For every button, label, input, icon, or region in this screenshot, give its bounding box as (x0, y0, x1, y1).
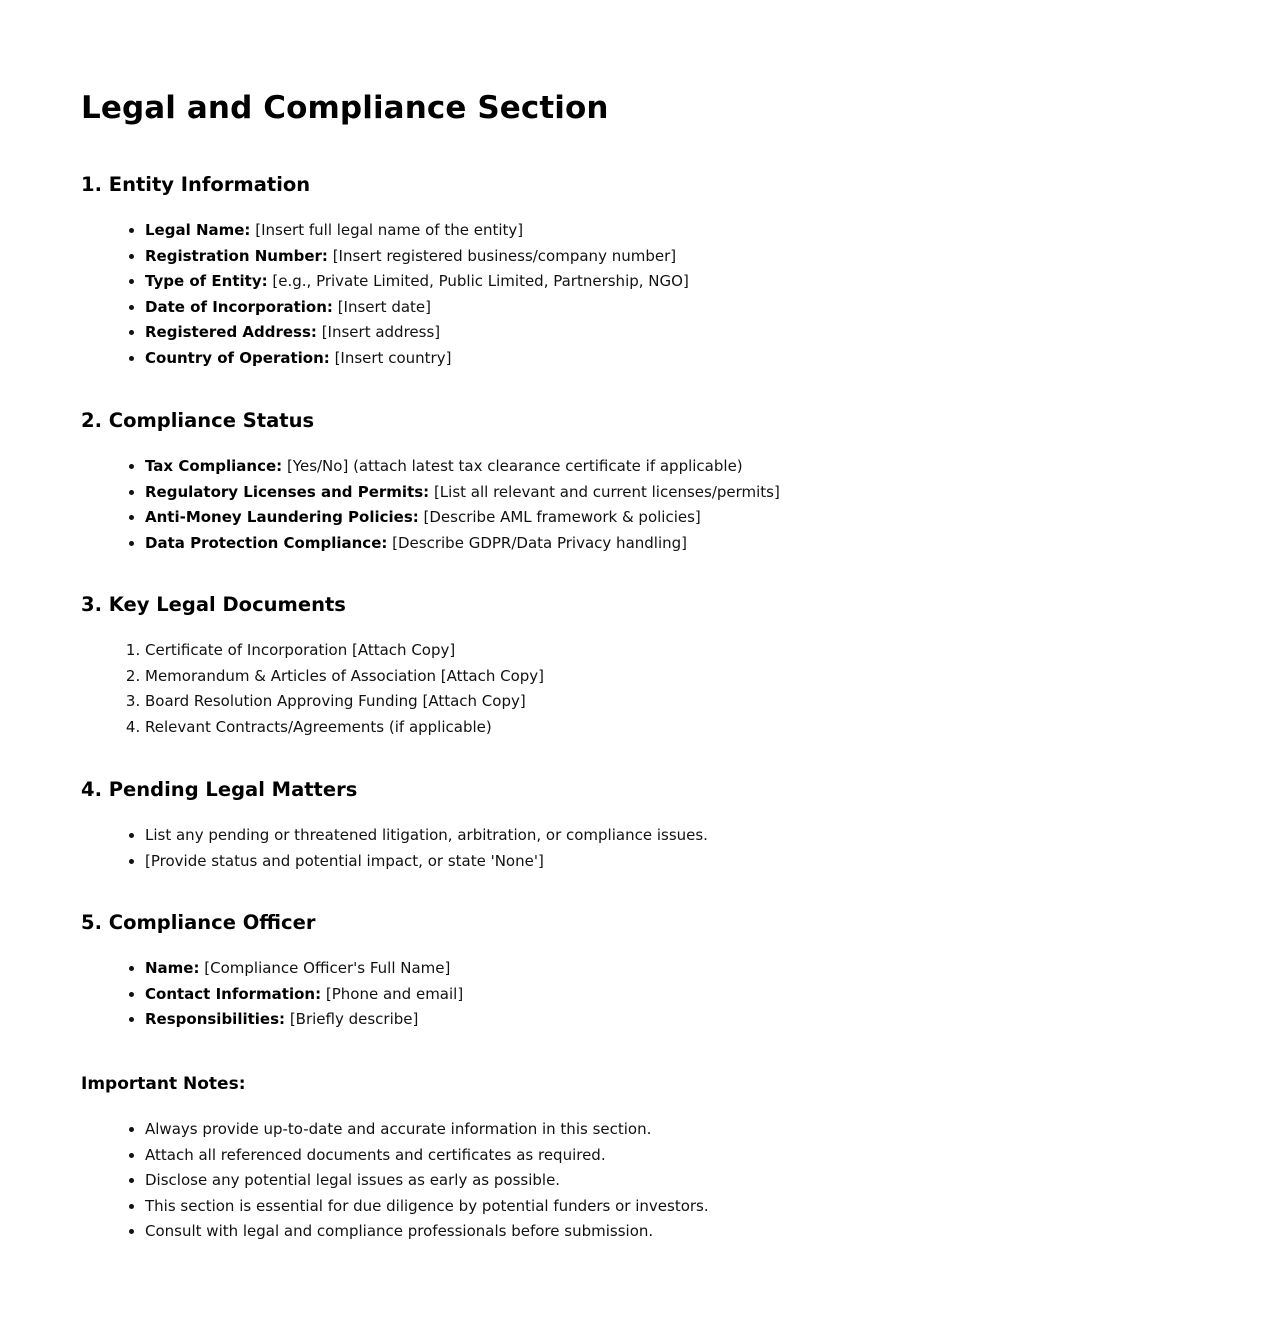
item-value: [Insert registered business/company number] (332, 246, 677, 265)
item-label: Regulatory Licenses and Permits: (145, 482, 430, 501)
list-item: • Attach all referenced documents and certificates as required. (145, 1143, 709, 1169)
list-item (145, 505, 780, 531)
item-value: [Compliance Officer's Full Name] (204, 959, 451, 977)
item-value: [Phone and email] (325, 984, 464, 1003)
item-label: Legal Name: (145, 221, 251, 239)
key-legal-documents-list (81, 638, 544, 740)
list-item (145, 269, 689, 295)
item-value: [Insert address] (321, 323, 441, 342)
important-notes-heading: Important Notes: (81, 1074, 246, 1094)
item-label: Tax Compliance: (145, 457, 283, 475)
list-item: 3. Board Resolution Approving Funding [Attach Copy] (145, 689, 544, 715)
list-item (145, 982, 463, 1008)
pending-legal-matters-list (81, 823, 708, 874)
section-heading-compliance-officer: 5. Compliance Officer (81, 911, 316, 934)
important-notes-list (81, 1117, 709, 1245)
section-heading-key-legal-documents: 3. Key Legal Documents (81, 593, 346, 616)
item-value: [e.g., Private Limited, Public Limited, Partnership, NGO] (272, 272, 689, 291)
item-label: Responsibilities: (145, 1010, 286, 1029)
item-label: Country of Operation: (145, 348, 330, 367)
page-title: Legal and Compliance Section (81, 90, 609, 126)
item-label: Anti-Money Laundering Policies: (145, 508, 419, 527)
item-value: [Briefly describe] (289, 1010, 419, 1029)
list-item (145, 1007, 463, 1033)
list-item: • Disclose any potential legal issues as early as possible. (145, 1168, 709, 1194)
list-item: • [Provide status and potential impact, or state 'None'] (145, 849, 708, 875)
section-heading-entity-information: 1. Entity Information (81, 173, 311, 196)
list-item (145, 531, 780, 557)
list-item: • Consult with legal and compliance professionals before submission. (145, 1219, 709, 1245)
section-heading-pending-legal-matters: 4. Pending Legal Matters (81, 778, 358, 801)
compliance-status-list (81, 454, 780, 556)
item-value: [Insert country] (334, 348, 452, 367)
list-item (145, 480, 780, 506)
list-item (145, 295, 689, 321)
item-value: [Insert date] (337, 297, 432, 316)
item-value: [Insert full legal name of the entity] (255, 221, 524, 239)
list-item: • This section is essential for due diligence by potential funders or investors. (145, 1194, 709, 1220)
item-value: [Yes/No] (attach latest tax clearance certificate if applicable) (286, 457, 743, 475)
list-item: 1. Certificate of Incorporation [Attach Copy] (145, 638, 544, 664)
item-label: Date of Incorporation: (145, 297, 333, 316)
list-item: 2. Memorandum & Articles of Association [Attach Copy] (145, 664, 544, 690)
item-label: Registered Address: (145, 323, 317, 342)
item-value: [Describe GDPR/Data Privacy handling] (392, 533, 687, 552)
list-item (145, 956, 463, 982)
compliance-officer-list (81, 956, 463, 1033)
list-item (145, 244, 689, 270)
list-item (145, 346, 689, 372)
list-item (145, 320, 689, 346)
item-label: Contact Information: (145, 984, 322, 1003)
item-label: Data Protection Compliance: (145, 533, 388, 552)
section-heading-compliance-status: 2. Compliance Status (81, 409, 315, 432)
item-value: [Describe AML framework & policies] (423, 508, 701, 527)
list-item (145, 218, 689, 244)
item-label: Name: (145, 959, 200, 977)
list-item (145, 454, 780, 480)
item-label: Registration Number: (145, 246, 328, 265)
list-item: 4. Relevant Contracts/Agreements (if applicable) (145, 715, 544, 741)
list-item: • Always provide up-to-date and accurate information in this section. (145, 1117, 709, 1143)
entity-information-list (81, 218, 689, 372)
list-item: • List any pending or threatened litigation, arbitration, or compliance issues. (145, 823, 708, 849)
item-label: Type of Entity: (145, 272, 268, 291)
item-value: [List all relevant and current licenses/permits] (433, 482, 780, 501)
